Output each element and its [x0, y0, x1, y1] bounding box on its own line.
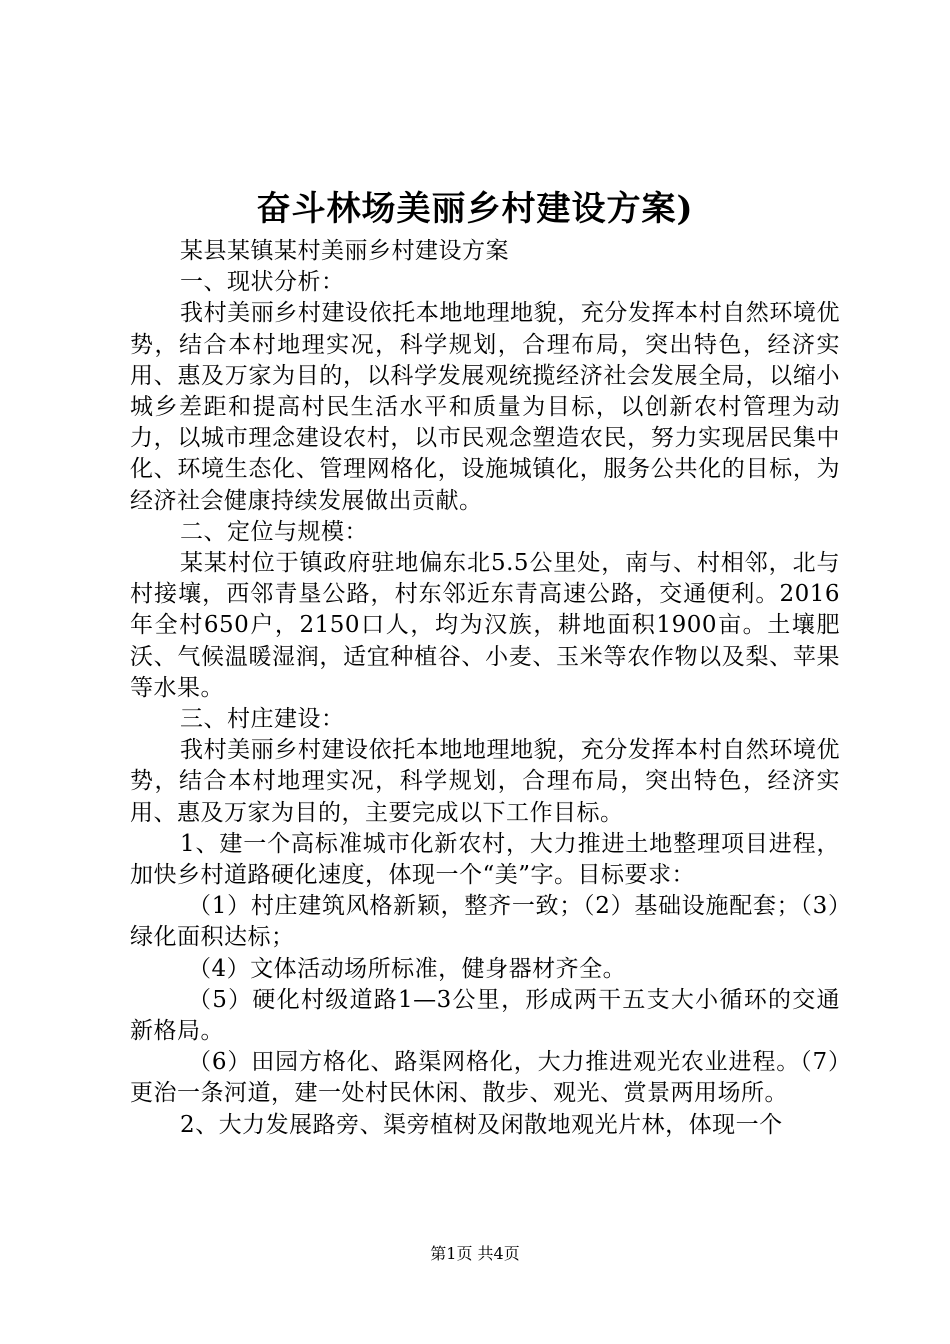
paragraph: 2、大力发展路旁、渠旁植树及闲散地观光片林，体现一个 [180, 1111, 783, 1138]
paragraph: 某某村位于镇政府驻地偏东北5.5公里处，南与、村相邻，北与村接壤，西邻青垦公路，村东邻近东青高速公路，交通便利。2016年全村650户，2150口人，均为汉族，耕地面积1900亩。土壤肥沃、气候温暖湿润，适宜种植谷、小麦、玉米等农作物以及梨、苹果等水果。 [130, 550, 840, 701]
list-item: （5）硬化村级道路1—3公里，形成两干五支大小循环的交通新格局。 [130, 986, 840, 1045]
section-heading: 三、村庄建设： [180, 706, 345, 733]
section-heading: 二、定位与规模： [180, 518, 368, 545]
paragraph: 1、建一个高标准城市化新农村，大力推进土地整理项目进程，加快乡村道路硬化速度，体现一个“美”字。目标要求： [130, 830, 840, 889]
paragraph: 某县某镇某村美丽乡村建设方案 [180, 238, 509, 264]
document-title: 奋斗林场美丽乡村建设方案) [256, 189, 694, 229]
list-item: （1）村庄建筑风格新颖，整齐一致；（2）基础设施配套；（3）绿化面积达标； [130, 893, 840, 951]
paragraph: 我村美丽乡村建设依托本地地理地貌，充分发挥本村自然环境优势，结合本村地理实况，科学规划，合理布局，突出特色，经济实用、惠及万家为目的，主要完成以下工作目标。 [130, 737, 840, 826]
section-heading: 一、现状分析： [180, 269, 345, 296]
list-item: （6）田园方格化、路渠网格化，大力推进观光农业进程。（7）更治一条河道，建一处村民休闲、散步、观光、赏景两用场所。 [130, 1049, 840, 1107]
page-footer: 第1页 共4页 [430, 1244, 520, 1263]
document-body [130, 236, 840, 1141]
list-item: （4）文体活动场所标准，健身器材齐全。 [188, 955, 627, 982]
paragraph: 我村美丽乡村建设依托本地地理地貌，充分发挥本村自然环境优势，结合本村地理实况，科学规划，合理布局，突出特色，经济实用、惠及万家为目的，以科学发展观统揽经济社会发展全局，以缩小城乡差距和提高村民生活水平和质量为目标，以创新农村管理为动力，以城市理念建设农村，以市民观念塑造农民，努力实现居民集中化、环境生态化、管理网格化，设施城镇化，服务公共化的目标，为经济社会健康持续发展做出贡献。 [130, 300, 840, 514]
